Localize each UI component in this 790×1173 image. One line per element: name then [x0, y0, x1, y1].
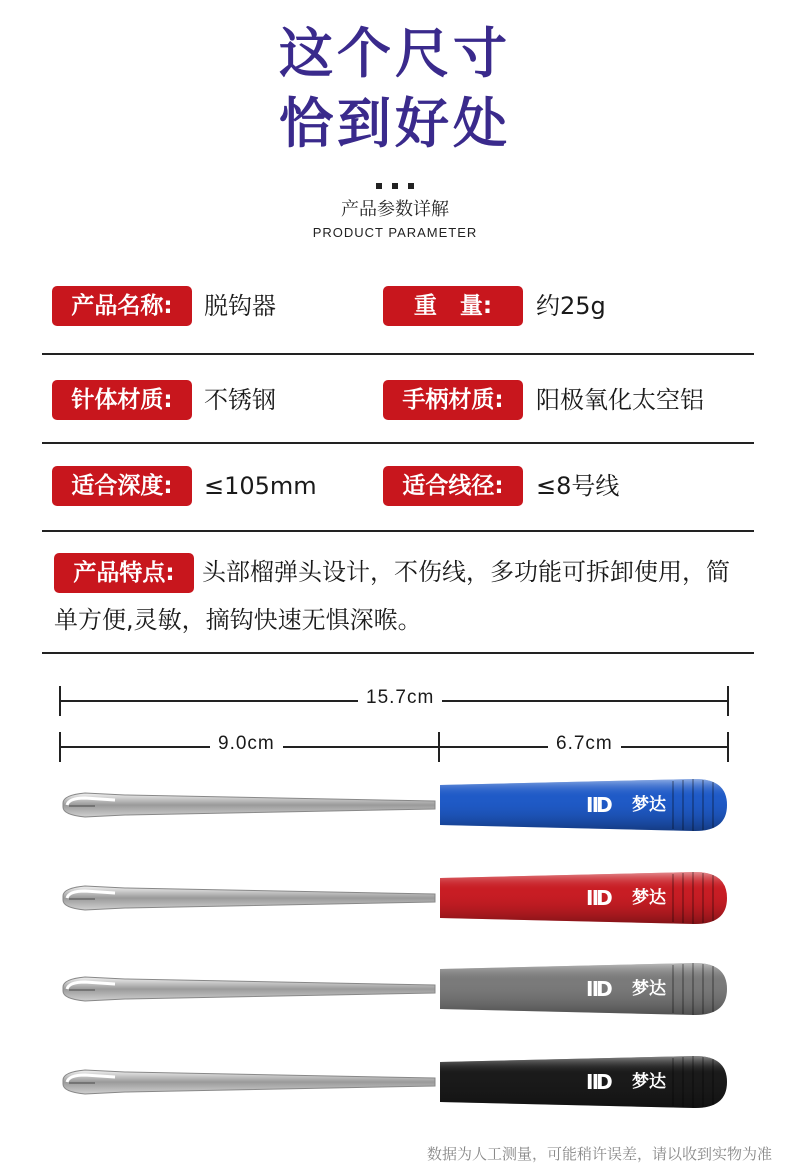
spec-row-3: [42, 466, 754, 516]
divider: [42, 353, 754, 355]
spec-row-1: [42, 286, 754, 336]
brand-name: 梦达: [632, 1072, 666, 1092]
brand-logo-icon: ⅡD: [586, 793, 610, 817]
product-features: [54, 548, 744, 644]
headline-line2: 恰到好处: [279, 92, 511, 155]
spec-value: 脱钩器: [204, 292, 276, 320]
spec-value-2: 约25g: [536, 292, 606, 320]
brand-name: 梦达: [632, 795, 666, 815]
spec-label-2: 适合线径:: [383, 466, 523, 506]
section-title-cn: 产品参数详解: [341, 199, 449, 220]
features-label: 产品特点:: [54, 553, 194, 593]
headline-line1: 这个尺寸: [279, 22, 511, 85]
brand-logo-icon: ⅡD: [586, 886, 610, 910]
brand-logo-icon: ⅡD: [586, 1070, 610, 1094]
spec-label-2: 手柄材质:: [383, 380, 523, 420]
footnote: 数据为人工测量，可能稍许误差，请以收到实物为准: [426, 1145, 772, 1163]
spec-label: 产品名称:: [52, 286, 192, 326]
spec-value: ≤105mm: [204, 472, 317, 500]
brand-name: 梦达: [632, 979, 666, 999]
dots-decoration: [0, 174, 790, 193]
spec-value-2: 阳极氧化太空铝: [536, 386, 704, 414]
section-title-en: PRODUCT PARAMETER: [312, 225, 478, 240]
spec-label: 针体材质:: [52, 380, 192, 420]
brand-logo-icon: ⅡD: [586, 977, 610, 1001]
dim-total-label: 15.7cm: [358, 687, 442, 709]
divider: [42, 442, 754, 444]
brand-name: 梦达: [632, 888, 666, 908]
spec-label-2: 重 量:: [383, 286, 523, 326]
spec-row-2: [42, 380, 754, 430]
divider: [42, 652, 754, 654]
spec-value: 不锈钢: [204, 386, 276, 414]
divider: [42, 530, 754, 532]
spec-value-2: ≤8号线: [536, 472, 620, 500]
spec-label: 适合深度:: [52, 466, 192, 506]
dim-handle-label: 6.7cm: [548, 733, 621, 755]
dim-needle-label: 9.0cm: [210, 733, 283, 755]
features-text: 头部榴弹头设计，不伤线，多功能可拆卸使用，简单方便,灵敏，摘钩快速无惧深喉。: [54, 558, 730, 634]
